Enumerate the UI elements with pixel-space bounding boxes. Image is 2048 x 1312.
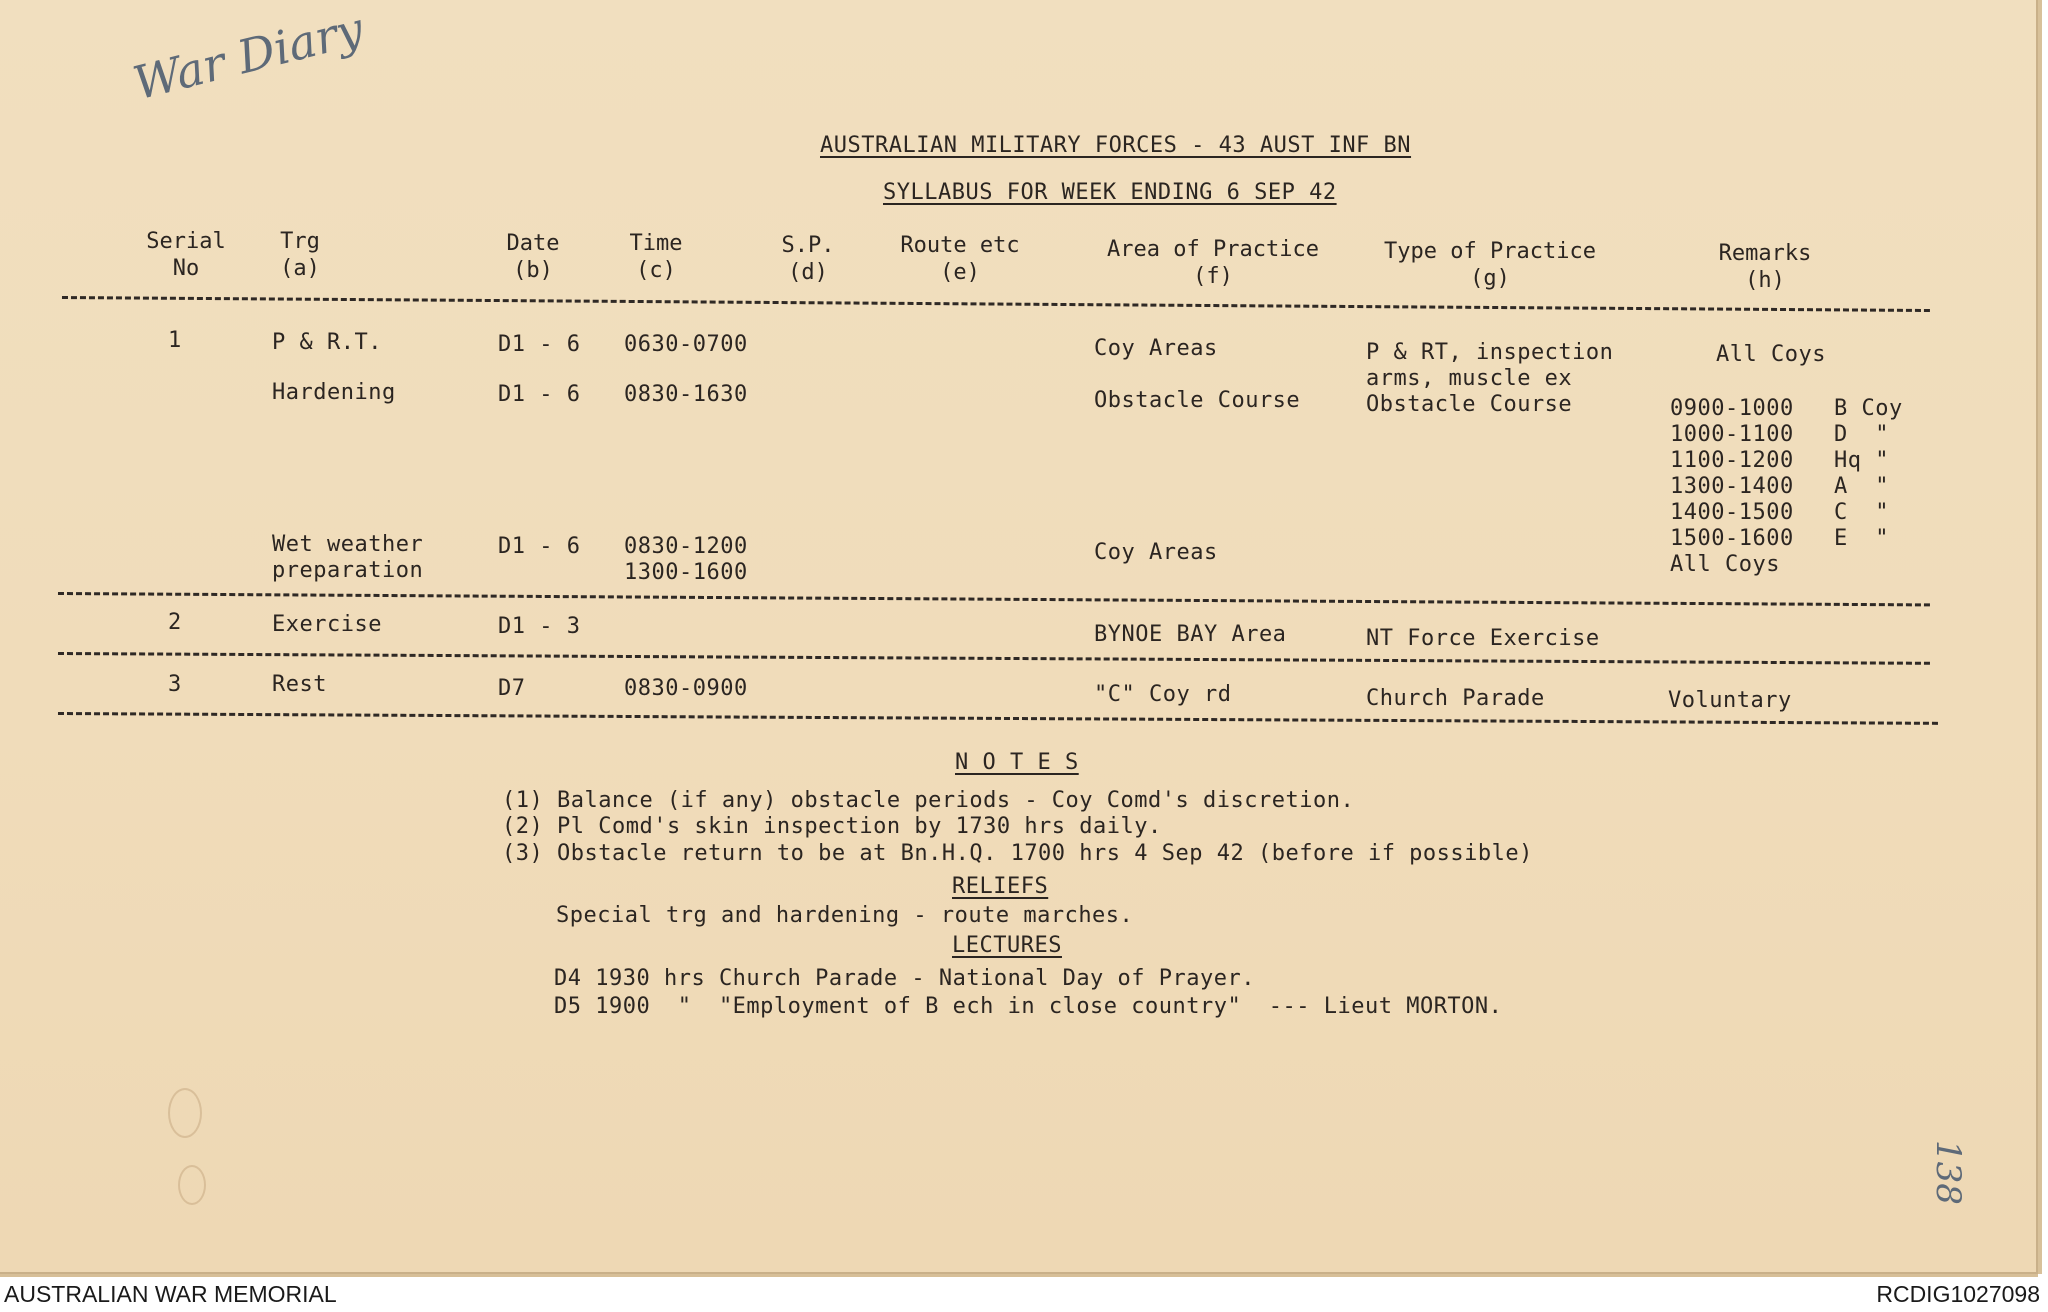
punch-hole-mark — [168, 1088, 202, 1138]
note-3: (3) Obstacle return to be at Bn.H.Q. 1700 hrs 4 Sep 42 (before if possible) — [502, 841, 1533, 866]
row-3-type: Church Parade — [1366, 686, 1545, 711]
row-2-area: BYNOE BAY Area — [1094, 622, 1287, 647]
note-1: (1) Balance (if any) obstacle periods - Coy Comd's discretion. — [502, 788, 1355, 813]
row-1-date: D1 - 6 — [498, 332, 581, 357]
lectures-heading: LECTURES — [952, 933, 1062, 958]
document-title: AUSTRALIAN MILITARY FORCES - 43 AUST INF BN — [820, 133, 1412, 158]
row-2-serial: 2 — [168, 610, 182, 635]
notes-heading: N O T E S — [955, 750, 1079, 775]
row-2-date: D1 - 3 — [498, 614, 581, 639]
row-1-area: Coy Areas — [1094, 336, 1218, 361]
row-hardening-remarks-coys: B Coy D " Hq " A " C " E " — [1834, 396, 1903, 551]
row-2-type: NT Force Exercise — [1366, 626, 1600, 651]
row-hardening-date: D1 - 6 — [498, 382, 581, 407]
row-hardening-trg: Hardening — [272, 380, 396, 405]
footer-source-label: AUSTRALIAN WAR MEMORIAL — [4, 1281, 337, 1307]
row-1-trg: P & R.T. — [272, 330, 382, 355]
footer-image-id: RCDIG1027098 — [1876, 1281, 2040, 1307]
row-wet-weather-time: 0830-1200 1300-1600 — [624, 534, 748, 585]
column-header-serial: Serial No — [146, 229, 226, 281]
row-2-trg: Exercise — [272, 612, 382, 637]
row-hardening-type: Obstacle Course — [1366, 392, 1573, 417]
row-3-date: D7 — [498, 676, 526, 701]
column-header-sp: S.P. (d) — [781, 233, 835, 285]
row-wet-weather-date: D1 - 6 — [498, 534, 581, 559]
row-3-rule — [58, 712, 1938, 725]
column-header-date: Date (b) — [506, 231, 560, 283]
row-hardening-area: Obstacle Course — [1094, 388, 1301, 413]
column-header-remarks: Remarks (h) — [1718, 241, 1812, 293]
document-subtitle: SYLLABUS FOR WEEK ENDING 6 SEP 42 — [883, 180, 1337, 205]
row-hardening-remarks-times: 0900-1000 1000-1100 1100-1200 1300-1400 1400-1500 1500-1600 — [1670, 396, 1794, 551]
row-1-time: 0630-0700 — [624, 332, 748, 357]
row-3-trg: Rest — [272, 672, 327, 697]
row-3-area: "C" Coy rd — [1094, 682, 1232, 707]
note-2: (2) Pl Comd's skin inspection by 1730 hrs daily. — [502, 814, 1162, 839]
row-2-rule — [58, 652, 1930, 665]
row-1-type: P & RT, inspection arms, muscle ex — [1366, 340, 1614, 391]
handwritten-page-number: 138 — [1928, 1140, 1968, 1205]
punch-hole-mark — [178, 1165, 206, 1205]
row-wet-weather-area: Coy Areas — [1094, 540, 1218, 565]
row-hardening-time: 0830-1630 — [624, 382, 748, 407]
row-3-remarks: Voluntary — [1668, 688, 1792, 713]
reliefs-text: Special trg and hardening - route marches. — [556, 903, 1134, 928]
reliefs-heading: RELIEFS — [952, 874, 1049, 899]
row-1-rule — [58, 592, 1930, 606]
column-header-time: Time (c) — [629, 231, 683, 283]
handwritten-note: War Diary — [128, 1, 369, 111]
row-hardening-remarks-footer: All Coys — [1670, 552, 1780, 577]
row-wet-weather-trg: Wet weather preparation — [272, 532, 424, 583]
row-1-remarks: All Coys — [1716, 342, 1826, 367]
lecture-2: D5 1900 " "Employment of B ech in close country" --- Lieut MORTON. — [554, 994, 1503, 1019]
column-header-type: Type of Practice (g) — [1384, 239, 1596, 291]
row-1-serial: 1 — [168, 328, 182, 353]
column-header-route: Route etc (e) — [900, 233, 1020, 285]
column-header-trg: Trg (a) — [280, 229, 320, 281]
header-rule — [62, 296, 1930, 312]
column-header-area: Area of Practice (f) — [1107, 237, 1319, 289]
row-3-time: 0830-0900 — [624, 676, 748, 701]
lecture-1: D4 1930 hrs Church Parade - National Day of Prayer. — [554, 966, 1256, 991]
row-3-serial: 3 — [168, 672, 182, 697]
